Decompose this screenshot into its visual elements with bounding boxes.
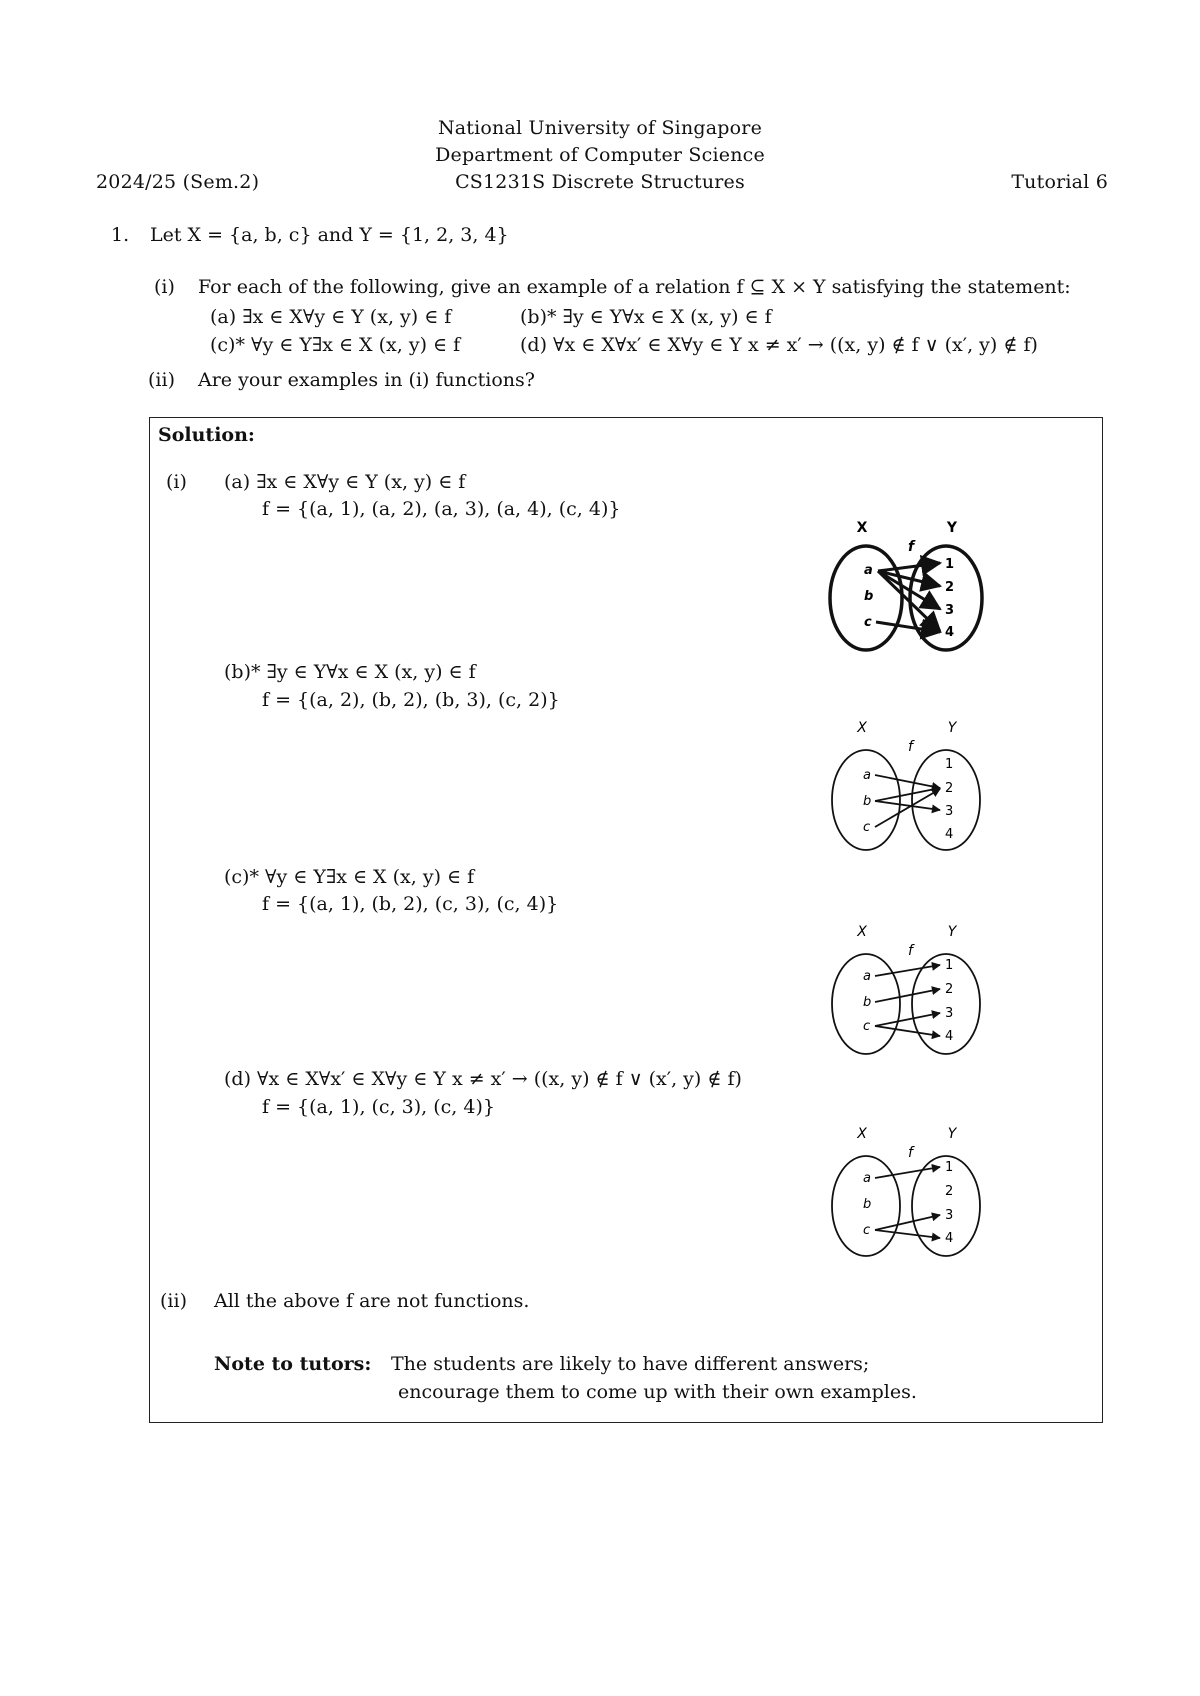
x-item-a: a <box>863 969 871 984</box>
note-line-2: encourage them to come up with their own examples. <box>398 1381 917 1403</box>
part-ii-label: (ii) <box>148 369 175 391</box>
x-item-b: b <box>864 589 874 604</box>
x-item-a: a <box>863 1171 871 1186</box>
label-f: f <box>908 943 913 959</box>
x-item-c: c <box>863 1019 871 1034</box>
x-item-a: a <box>863 768 871 783</box>
tutorial-label: Tutorial 6 <box>1011 171 1108 193</box>
y-item-4: 4 <box>945 827 954 842</box>
y-item-3: 3 <box>945 1208 954 1223</box>
solution-b-statement: (b)* ∃y ∈ Y∀x ∈ X (x, y) ∈ f <box>224 661 476 683</box>
y-item-1: 1 <box>945 1160 954 1175</box>
university-name: National University of Singapore <box>437 117 763 139</box>
solution-d-statement: (d) ∀x ∈ X∀x′ ∈ X∀y ∈ Y x ≠ x′ → ((x, y) ∉ f ∨ (x′, y) ∉ f) <box>224 1068 742 1090</box>
y-item-1: 1 <box>945 958 954 973</box>
y-item-2: 2 <box>945 781 954 796</box>
question-number: 1. <box>111 224 130 246</box>
solution-ii-label: (ii) <box>160 1290 187 1312</box>
y-item-4: 4 <box>945 1029 954 1044</box>
semester-label: 2024/25 (Sem.2) <box>96 171 260 193</box>
diagram-a <box>830 518 990 658</box>
label-f: f <box>908 539 915 555</box>
label-x: X <box>856 520 868 536</box>
y-item-4: 4 <box>945 625 955 640</box>
note-label: Note to tutors: <box>214 1353 372 1375</box>
arrow-c-3 <box>875 1013 940 1026</box>
solution-c-relation: f = {(a, 1), (b, 2), (c, 3), (c, 4)} <box>262 893 559 915</box>
arrow-c-4 <box>875 1230 940 1238</box>
statement-c: (c)* ∀y ∈ Y∃x ∈ X (x, y) ∈ f <box>210 334 461 356</box>
y-item-2: 2 <box>945 1184 954 1199</box>
x-item-b: b <box>863 995 872 1010</box>
part-i-label: (i) <box>154 276 175 298</box>
y-item-1: 1 <box>945 557 955 572</box>
course-title: CS1231S Discrete Structures <box>455 171 745 193</box>
solution-i-label: (i) <box>166 471 187 493</box>
arrow-a-1 <box>878 563 940 571</box>
y-item-3: 3 <box>945 603 955 618</box>
label-y: Y <box>947 1126 957 1142</box>
y-item-2: 2 <box>945 580 955 595</box>
part-i-text: For each of the following, give an example of a relation f ⊆ X × Y satisfying the statement: <box>198 276 1071 298</box>
y-item-3: 3 <box>945 1006 954 1021</box>
y-item-4: 4 <box>945 1231 954 1246</box>
arrow-b-2 <box>875 989 940 1002</box>
label-f: f <box>908 1145 913 1161</box>
label-f: f <box>908 739 913 755</box>
x-item-b: b <box>863 1197 872 1212</box>
label-y: Y <box>946 520 958 536</box>
x-item-b: b <box>863 794 872 809</box>
y-item-1: 1 <box>945 757 954 772</box>
label-y: Y <box>947 720 957 736</box>
statement-b: (b)* ∃y ∈ Y∀x ∈ X (x, y) ∈ f <box>520 306 772 328</box>
x-item-c: c <box>864 615 872 630</box>
x-item-a: a <box>864 563 873 578</box>
diagram-d <box>830 1124 990 1264</box>
solution-d-relation: f = {(a, 1), (c, 3), (c, 4)} <box>262 1096 495 1118</box>
statement-a: (a) ∃x ∈ X∀y ∈ Y (x, y) ∈ f <box>210 306 452 328</box>
part-ii-text: Are your examples in (i) functions? <box>198 369 535 391</box>
label-y: Y <box>947 924 957 940</box>
arrow-c-3 <box>875 1215 940 1230</box>
statement-d: (d) ∀x ∈ X∀x′ ∈ X∀y ∈ Y x ≠ x′ → ((x, y) ∉ f ∨ (x′, y) ∉ f) <box>520 334 1038 356</box>
solution-c-statement: (c)* ∀y ∈ Y∃x ∈ X (x, y) ∈ f <box>224 866 475 888</box>
solution-title: Solution: <box>158 424 255 446</box>
diagram-b <box>830 718 990 858</box>
note-line-1: The students are likely to have different answers; <box>391 1353 870 1375</box>
solution-b-relation: f = {(a, 2), (b, 2), (b, 3), (c, 2)} <box>262 689 560 711</box>
y-item-3: 3 <box>945 804 954 819</box>
department-name: Department of Computer Science <box>435 144 765 166</box>
x-item-c: c <box>863 1223 871 1238</box>
label-x: X <box>857 1126 867 1142</box>
arrow-a-1 <box>875 1167 940 1178</box>
solution-a-statement: (a) ∃x ∈ X∀y ∈ Y (x, y) ∈ f <box>224 471 466 493</box>
arrow-a-2 <box>875 775 940 788</box>
solution-a-relation: f = {(a, 1), (a, 2), (a, 3), (a, 4), (c, 4)} <box>262 498 621 520</box>
solution-ii-text: All the above f are not functions. <box>214 1290 530 1312</box>
diagram-c <box>830 922 990 1062</box>
x-item-c: c <box>863 820 871 835</box>
label-x: X <box>857 720 867 736</box>
label-x: X <box>857 924 867 940</box>
y-item-2: 2 <box>945 982 954 997</box>
arrow-c-4 <box>875 1026 940 1036</box>
arrow-a-1 <box>875 965 940 976</box>
question-intro: Let X = {a, b, c} and Y = {1, 2, 3, 4} <box>150 224 509 246</box>
